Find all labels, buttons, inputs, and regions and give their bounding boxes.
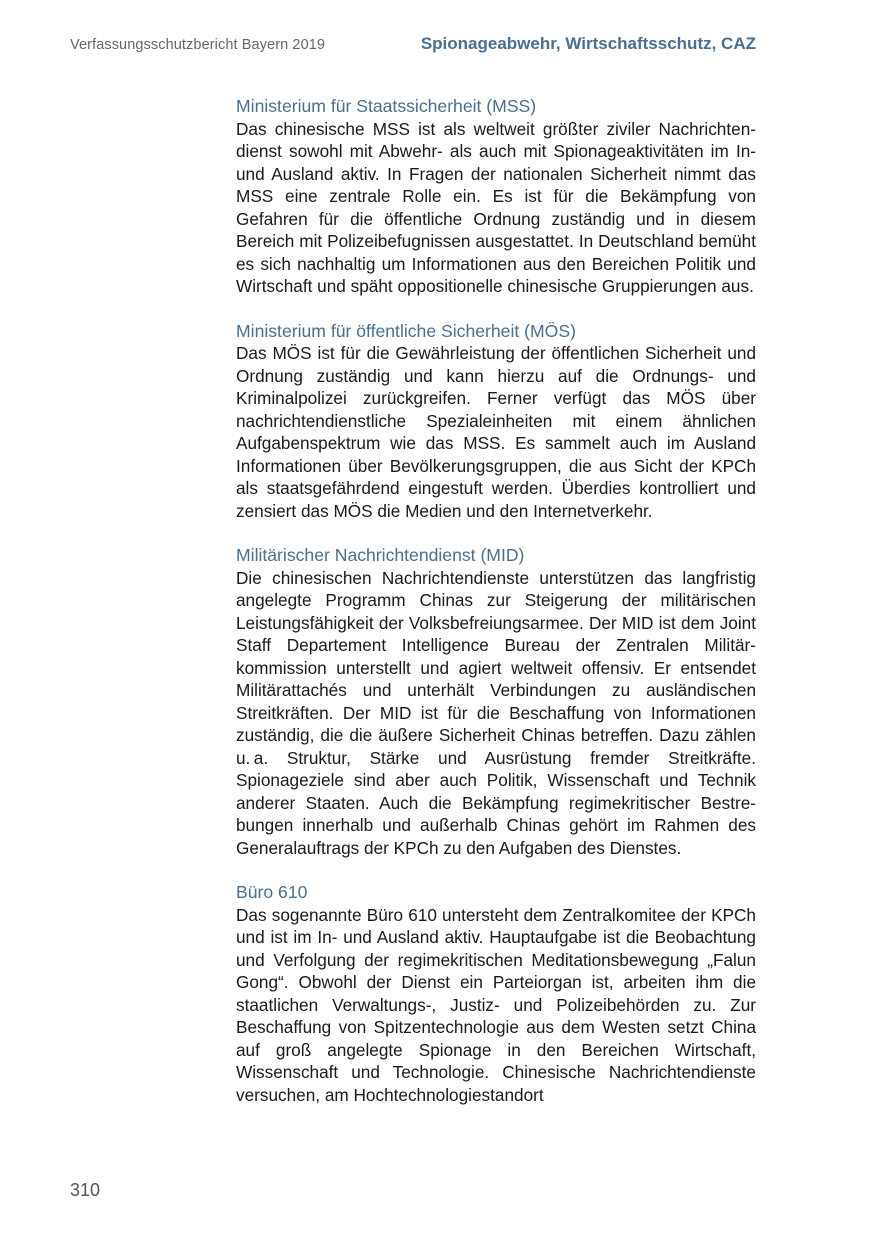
running-header-left: Verfassungsschutzbericht Bayern 2019 [70,37,326,53]
page-number: 310 [70,1180,101,1200]
section-body: Das MÖS ist für die Gewährleistung der öffentlichen Sicherheit und Ordnung zuständig und kann hierzu auf die Ordnungs- und Kriminalpolizei zurückgreifen. Ferner verfügt das MÖS über nachrichtendienstliche Spezialeinheiten mit einem ähnlichen Aufgabenspektrum wie das MSS. Es sammelt auch im Ausland Informationen über Bevölkerungsgruppen, die aus Sicht der KPCh als staatsgefährdend eingestuft werden. Überdies kontrolliert und zensiert das MÖS die Medien und den Internetverkehr. [236,343,756,521]
section-buero-610 [236,881,756,1106]
section-body: Das sogenannte Büro 610 untersteht dem Zentralkomitee der KPCh und ist im In- und Ausland aktiv. Hauptaufgabe ist die Beobachtung und Verfolgung der regimekritischen Meditationsbewegung „Falun Gong“. Obwohl der Dienst ein Parteiorgan ist, arbeiten ihm die staatlichen Verwaltungs-, Justiz- und Polizeibehörden zu. Zur Beschaffung von Spitzentechnologie aus dem Westen setzt China auf groß angelegte Spionage in den Bereichen Wirtschaft, Wissenschaft und Technologie. Chinesische Nachrichtendienste versuchen, am Hochtechnologiestandort [236,904,756,1105]
section-heading: Ministerium für Staatssicherheit (MSS) [236,96,537,116]
section-heading: Militärischer Nachrichtendienst (MID) [236,545,525,565]
section-mss [236,95,756,298]
section-heading: Büro 610 [236,882,308,902]
section-heading: Ministerium für öffentliche Sicherheit (MÖS) [236,320,576,341]
section-body: Die chinesischen Nachrichtendienste unterstützen das langfristig angelegte Programm Chinas zur Steigerung der militärischen Leistungsfähigkeit der Volksbefreiungsarmee. Der MID ist dem Joint Staff Departement Intelligence Bureau der Zentralen Militärkommission unterstellt und agiert weltweit offensiv. Er entsendet Militärattachés und unterhält Verbindungen zu ausländischen Streitkräften. Der MID ist für die Beschaffung von Informationen zuständig, die die äußere Sicherheit Chinas betreffen. Dazu zählen u. a. Struktur, Stärke und Ausrüstung fremder Streitkräfte. Spionageziele sind aber auch Politik, Wissenschaft und Technik anderer Staaten. Auch die Bekämpfung regimekritischer Bestrebungen innerhalb und außerhalb Chinas gehört im Rahmen des Generalauftrags der KPCh zu den Aufgaben des Dienstes. [236,567,756,858]
main-content [236,95,756,1128]
section-body: Das chinesische MSS ist als weltweit größter ziviler Nachrichtendienst sowohl mit Abwehr- als auch mit Spionageaktivitäten im In- und Ausland aktiv. In Fragen der nationalen Sicherheit nimmt das MSS eine zentrale Rolle ein. Es ist für die Bekämpfung von Gefahren für die öffentliche Ordnung zuständig und in diesem Bereich mit Polizeibefugnissen ausgestattet. In Deutschland bemüht es sich nachhaltig um Informationen aus den Bereichen Politik und Wirtschaft und späht oppositionelle chinesische Gruppierungen aus. [236,118,756,296]
running-header-chapter: Spionageabwehr, Wirtschaftsschutz, CAZ [420,34,756,53]
section-moes [236,320,756,523]
section-mid [236,544,756,859]
